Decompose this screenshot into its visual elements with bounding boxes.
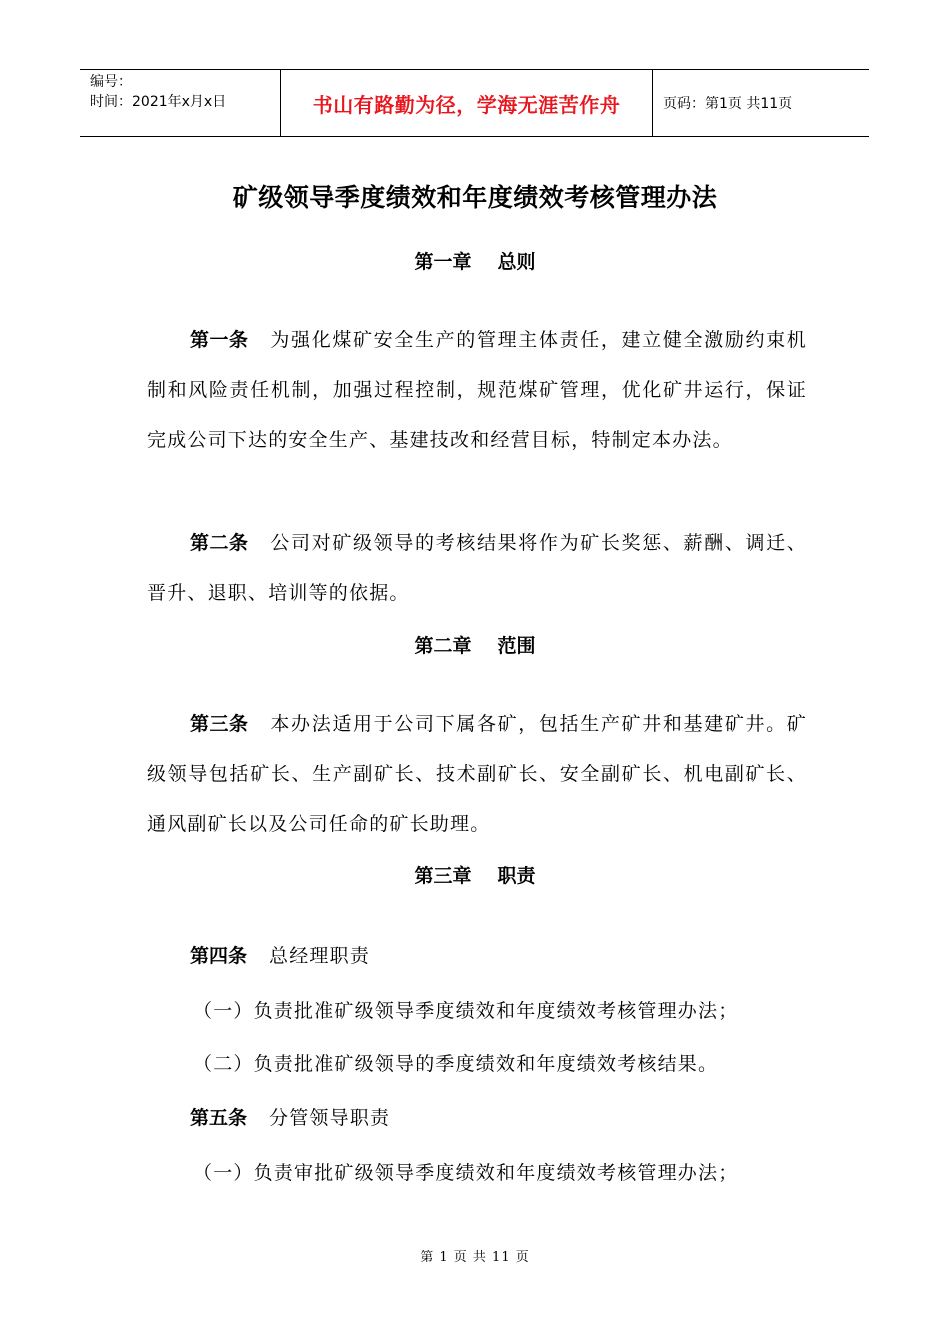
chapter-name: 职责: [497, 865, 536, 887]
article-label: 第三条: [190, 713, 249, 735]
header-motto-cell: [280, 70, 653, 136]
article-label: 第四条: [190, 945, 248, 967]
article-text: 为强化煤矿安全生产的管理主体责任，建立健全激励约束机制和风险责任机制，加强过程控制，规范煤矿管理，优化矿井运行，保证完成公司下达的安全生产、基建技改和经营目标，特制定本办法。: [147, 329, 807, 451]
article-label: 第五条: [190, 1107, 248, 1129]
document-date: 时间：2021年x月x日: [90, 94, 227, 110]
article-paragraph: [147, 315, 807, 465]
chapter-name: 范围: [497, 635, 536, 657]
list-item: （二）负责批准矿级领导的季度绩效和年度绩效考核结果。: [193, 1053, 719, 1075]
header-motto: 书山有路勤为径，学海无涯苦作舟: [312, 92, 621, 117]
article-text: 分管领导职责: [269, 1107, 391, 1129]
page-footer: 第 1 页 共 11 页: [420, 1250, 530, 1265]
article-text: 本办法适用于公司下属各矿，包括生产矿井和基建矿井。矿级领导包括矿长、生产副矿长、技术副矿长、安全副矿长、机电副矿长、通风副矿长以及公司任命的矿长助理。: [147, 713, 807, 835]
article-text: 总经理职责: [269, 945, 371, 967]
document-title: 矿级领导季度绩效和年度绩效考核管理办法: [232, 183, 718, 212]
header-meta: [80, 70, 280, 136]
article-line: [190, 941, 370, 968]
header-page-info: 页码：第1页 共11页: [663, 96, 793, 112]
list-item: （一）负责批准矿级领导季度绩效和年度绩效考核管理办法；: [193, 1000, 739, 1022]
chapter-heading: [0, 861, 950, 888]
article-label: 第二条: [190, 532, 249, 554]
article-paragraph: [147, 518, 807, 618]
document-number-label: 编号：: [90, 74, 132, 90]
chapter-label: 第二章: [414, 635, 472, 657]
article-paragraph: [147, 699, 807, 849]
chapter-label: 第一章: [414, 251, 472, 273]
list-item: （一）负责审批矿级领导季度绩效和年度绩效考核管理办法；: [193, 1162, 739, 1184]
article-text: 公司对矿级领导的考核结果将作为矿长奖惩、薪酬、调迁、晋升、退职、培训等的依据。: [147, 532, 807, 604]
chapter-heading: [0, 247, 950, 274]
chapter-label: 第三章: [414, 865, 472, 887]
article-line: [190, 1103, 390, 1130]
page-header: [80, 69, 869, 137]
chapter-name: 总则: [497, 251, 536, 273]
article-label: 第一条: [190, 329, 249, 351]
chapter-heading: [0, 631, 950, 658]
